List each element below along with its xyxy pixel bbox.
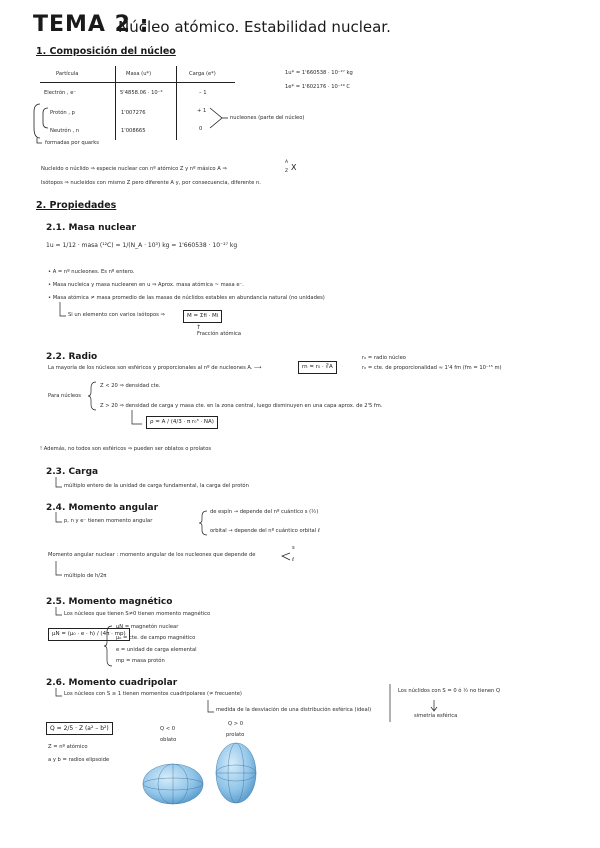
nucleons-label: nucleones (parte del núcleo) [230, 115, 305, 121]
para-nucleos: Para núcleos [48, 393, 81, 399]
quarks-label: formadas por quarks [45, 140, 99, 146]
atomic-fraction-label: Fracción atómica [197, 331, 242, 337]
magneton-definition: μ₀ = cte. de campo magnético [116, 635, 196, 641]
table-cell: + 1 [197, 108, 207, 114]
z-definition: Z = nº atómico [48, 744, 88, 750]
section-2-heading: 2. Propiedades [36, 200, 117, 211]
density-low-z: Z < 20 ⇒ densidad cte. [100, 383, 161, 389]
mass-bullet: • A = nº nucleones. Es nº entero. [48, 269, 135, 275]
mass-bullet: • Masa atómica ≠ masa promedio de las masas de núclidos estables en abundancia natural (no unidades) [48, 295, 325, 301]
no-quadrupole-note: Los núclidos con S = 0 ó ½ no tienen Q [398, 688, 501, 694]
magneton-definition: μN = magnetón nuclear [116, 624, 179, 630]
oblate-ellipsoid [143, 764, 203, 804]
nuclide-definition: Nucleido o núclido ⇒ especie nuclear con nº atómico Z y nº másico A ⇒ [41, 166, 227, 172]
quadrupole-formula-box: Q = 2/5 · Z (a² – b²) [46, 722, 113, 735]
non-spherical-note: ! Además, no todos son esféricos ⇒ pueden ser oblatos o prolatos [40, 446, 212, 452]
density-formula-box: ρ = A / (4/3 · π r₀³ · NA) [146, 416, 218, 429]
spin-momentum: de espín → depende del nº cuántico s (½) [210, 509, 319, 515]
mass-bullet: • Masa nucleica y masa nuclearen en u ⇒ Aprox. masa atómica ~ masa e⁻. [48, 282, 244, 288]
table-cell: 5'4858.06 · 10⁻⁴ [120, 90, 163, 96]
prolate-label: prolato [226, 732, 245, 738]
table-cell: Neutrón , n [50, 128, 80, 134]
mass-unit-formula: 1u = 1/12 · masa (¹²C) = 1/(N_A · 10³) kg = 1'660538 · 10⁻²⁷ kg [46, 242, 238, 249]
table-header-particle: Partícula [56, 71, 79, 77]
magneton-definition: e = unidad de carga elemental [116, 647, 197, 653]
isotope-element-note: Si un elemento con varios isótopos ⇒ [68, 312, 165, 318]
table-cell: 1'007276 [121, 110, 146, 116]
prolate-ellipsoid [216, 743, 256, 803]
section-2-2-heading: 2.2. Radio [46, 352, 98, 362]
table-cell: 1'008665 [121, 128, 146, 134]
radius-text: La mayoría de los núcleos son esféricos y proporcionales al nº de nucleones A. ⟶ [48, 365, 262, 371]
page-subtitle: Núcleo atómico. Estabilidad nuclear. [118, 18, 391, 36]
average-mass-box: M = Σfi · Mi [183, 310, 222, 323]
section-2-3-heading: 2.3. Carga [46, 467, 99, 477]
section-2-6-heading: 2.6. Momento cuadripolar [46, 678, 178, 688]
r0-constant: r₀ = cte. de proporcionalidad ≈ 1'4 fm (fm = 10⁻¹⁵ m) [362, 365, 502, 371]
spin-symbol: s [292, 545, 295, 551]
table-header-charge: Carga (e*) [189, 71, 216, 77]
unit-mass-constant: 1u* = 1'660538 · 10⁻²⁷ kg [285, 70, 353, 76]
nuclide-mass-number: A [285, 160, 289, 165]
quadrupole-subtext: medida de la desviación de una distribución esférica (ideal) [216, 707, 372, 713]
magneton-formula-box: μN = (μ₀ · e · h) / (4π · mp) [48, 628, 130, 641]
magneton-definition: mp = masa protón [116, 658, 165, 664]
nuclide-symbol: X [291, 163, 297, 172]
isotopes-definition: Isótopos ⇒ nucleidos con mismo Z pero diferente A y, por consecuencia, diferente n. [41, 180, 261, 186]
orbital-momentum: orbital → depende del nº cuántico orbital ℓ [210, 528, 320, 534]
angular-text: p, n y e⁻ tienen momento angular [64, 518, 153, 524]
table-cell: Protón , p [50, 110, 75, 116]
quadrupole-text: Los núcleos con S ≥ 1 tienen momentos cuadripolares (≠ frecuente) [64, 691, 242, 697]
table-header-mass: Masa (u*) [126, 71, 152, 77]
page-title: TEMA 2 : [33, 12, 150, 37]
section-2-4-heading: 2.4. Momento angular [46, 503, 159, 513]
nuclide-atomic-number: Z [285, 169, 289, 174]
multiples-text: múltiplo de h/2π [64, 573, 107, 579]
section-2-5-heading: 2.5. Momento magnético [46, 597, 173, 607]
table-cell: Electrón , e⁻ [44, 90, 77, 96]
oblate-label: oblato [160, 737, 177, 743]
table-cell: 0 [199, 126, 203, 132]
density-high-z: Z > 20 ⇒ densidad de carga y masa cte. en la zona central, luego disminuyen en una capa aprox. de 2'5 fm. [100, 403, 383, 409]
unit-charge-constant: 1e* = 1'602176 · 10⁻¹⁹ C [285, 84, 350, 90]
r0-definition: r₀ = radio núcleo [362, 355, 406, 361]
q-positive: Q > 0 [228, 721, 244, 727]
ab-definition: a y b = radios elipsoide [48, 757, 110, 763]
section-2-1-heading: 2.1. Masa nuclear [46, 223, 136, 233]
section-1-heading: 1. Composición del núcleo [36, 46, 176, 57]
table-cell: – 1 [199, 90, 207, 96]
arrow-up-icon: ↑ [196, 324, 202, 331]
nuclear-angular-text: Momento angular nuclear : momento angular de los nucleones que depende de [48, 552, 256, 558]
charge-text: múltiplo entero de la unidad de carga fundamental, la carga del protón [64, 483, 249, 489]
radius-formula-box: rn = r₀ · ∛A [298, 361, 337, 374]
spherical-symmetry: simetría esférica [414, 713, 458, 719]
q-negative: Q < 0 [160, 726, 176, 732]
orbital-symbol: ℓ [292, 557, 295, 563]
magnetic-text: Los núcleos que tienen S≠0 tienen momento magnético [64, 611, 211, 617]
